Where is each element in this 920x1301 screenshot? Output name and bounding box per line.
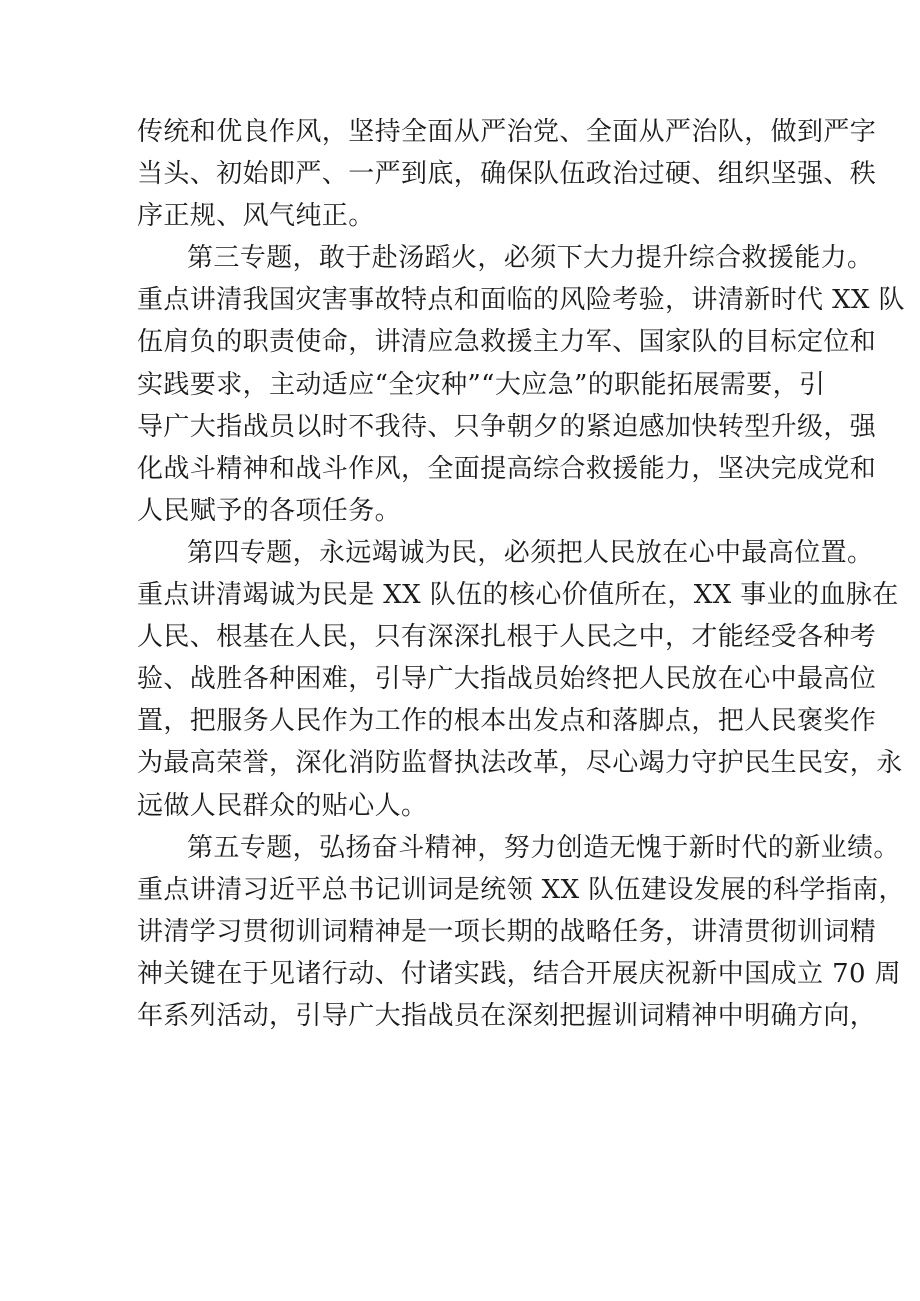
text-line: 第四专题，永远竭诚为民，必须把人民放在心中最高位置。 [187,537,874,568]
text-line: 第三专题，敢于赴汤蹈火，必须下大力提升综合救援能力。 [187,243,874,274]
text-line: 第五专题，弘扬奋斗精神，努力创造无愧于新时代的新业绩。 [187,832,900,863]
text-line: 人民、根基在人民，只有深深扎根于人民之中，才能经受各种考 [137,622,877,653]
text-line: 实践要求，主动适应“全灾种”“大应急”的职能拓展需要，引 [137,369,826,400]
text-line: 当头、初始即严、一严到底，确保队伍政治过硬、组织坚强、秩 [137,159,877,190]
paragraph-1 [137,111,877,237]
text-line: 导广大指战员以时不我待、只争朝夕的紧迫感加快转型升级，强 [137,411,877,442]
text-line: 置，把服务人民作为工作的根本出发点和落脚点，把人民褒奖作 [137,706,877,737]
document-body [137,111,905,1037]
text-line: 重点讲清竭诚为民是 XX 队伍的核心价值所在，XX 事业的血脉在 [137,580,899,611]
text-line: 重点讲清我国灾害事故特点和面临的风险考验，讲清新时代 XX 队 [137,285,905,316]
paragraph-4 [137,827,905,1037]
text-line: 重点讲清习近平总书记训词是统领 XX 队伍建设发展的科学指南， [137,874,905,905]
text-line: 人民赋予的各项任务。 [137,495,402,526]
text-line: 为最高荣誉，深化消防监督执法改革，尽心竭力守护民生民安，永 [137,748,903,779]
text-line: 化战斗精神和战斗作风，全面提高综合救援能力，坚决完成党和 [137,453,877,484]
paragraph-3 [137,532,903,827]
text-line: 伍肩负的职责使命，讲清应急救援主力军、国家队的目标定位和 [137,327,877,358]
text-line: 年系列活动，引导广大指战员在深刻把握训词精神中明确方向， [137,1000,877,1031]
text-line: 传统和优良作风，坚持全面从严治党、全面从严治队，做到严字 [137,117,877,147]
text-line: 验、战胜各种困难，引导广大指战员始终把人民放在心中最高位 [137,664,877,695]
text-line: 讲清学习贯彻训词精神是一项长期的战略任务，讲清贯彻训词精 [137,916,877,947]
text-line: 神关键在于见诸行动、付诸实践，结合开展庆祝新中国成立 70 周 [137,958,902,989]
text-line: 远做人民群众的贴心人。 [137,790,428,821]
paragraph-2 [137,237,905,532]
text-line: 序正规、风气纯正。 [137,201,375,232]
